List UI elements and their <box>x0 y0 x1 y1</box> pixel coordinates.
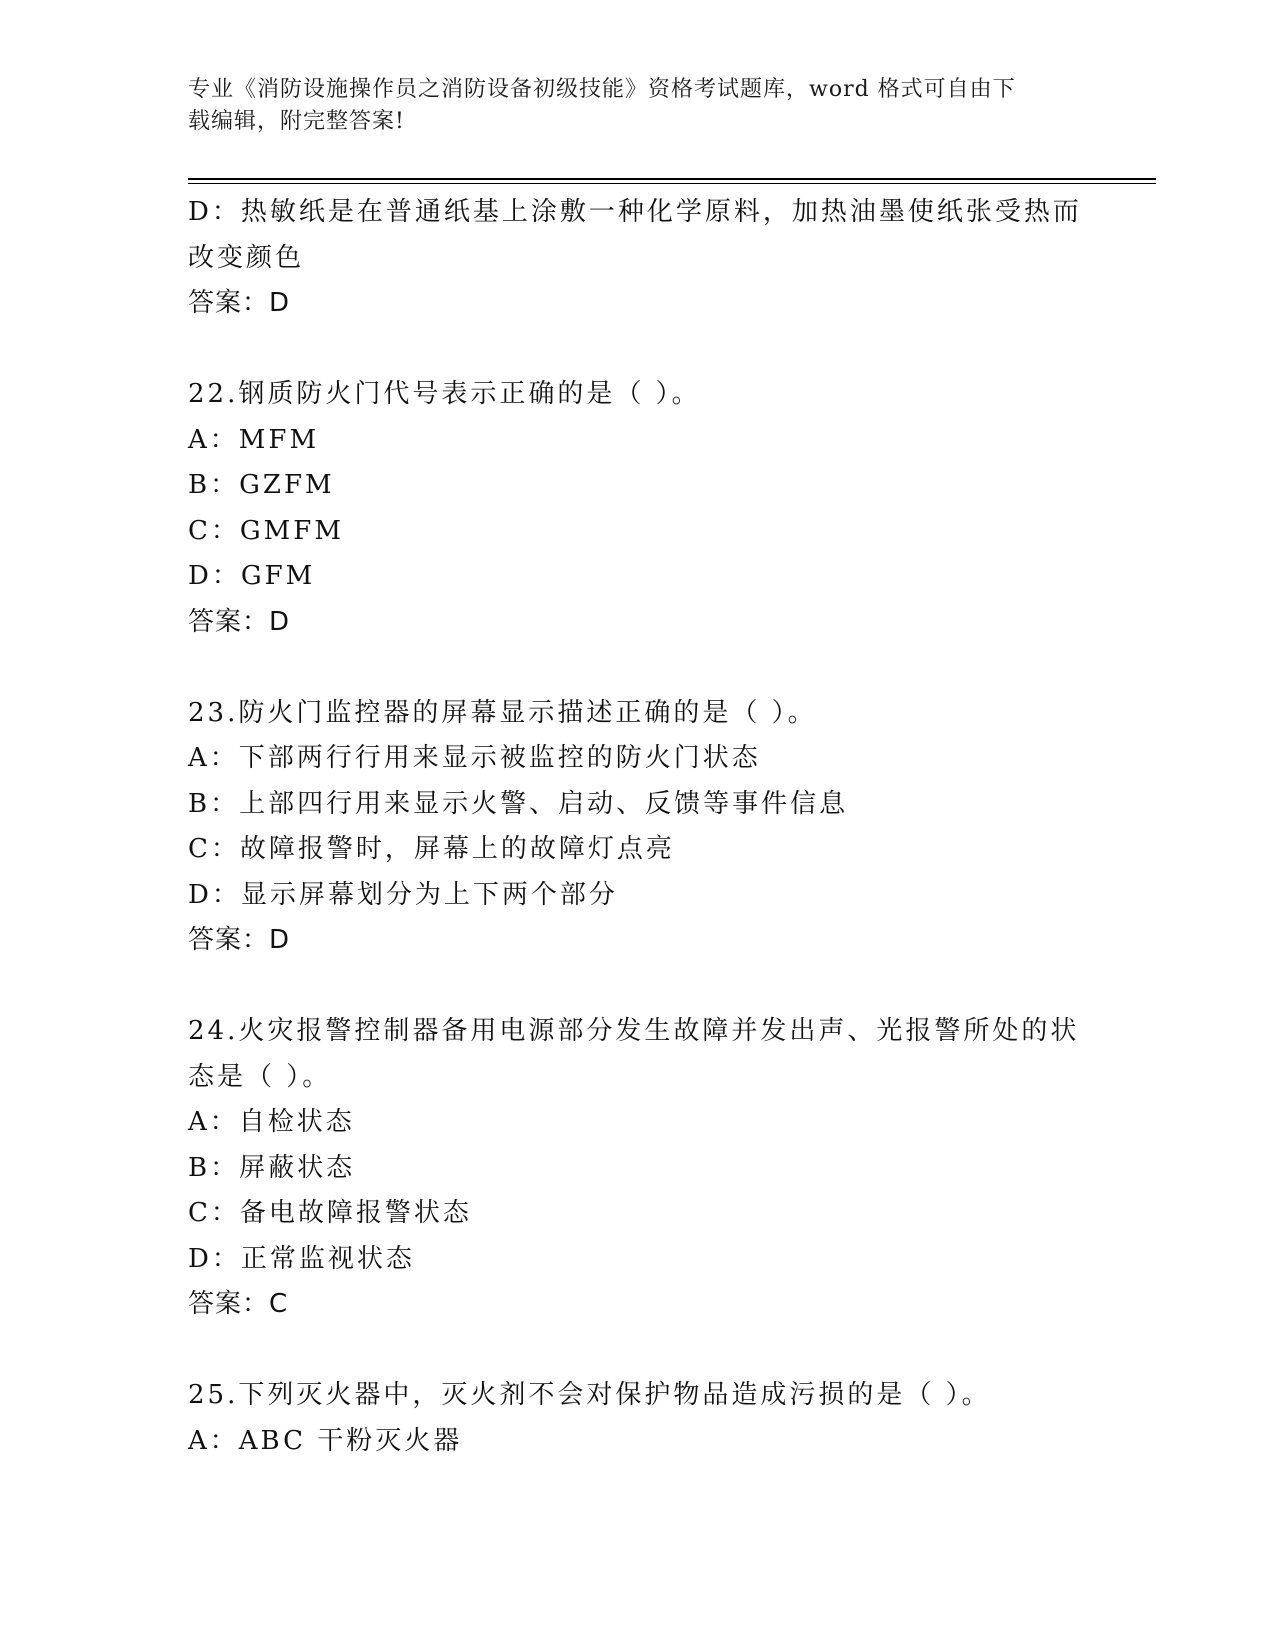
spacer <box>188 327 1088 373</box>
option-b: B：上部四行用来显示火警、启动、反馈等事件信息 <box>188 788 849 819</box>
question-content <box>188 190 1088 1464</box>
answer-line: 答案：C <box>188 1289 289 1319</box>
option-c: C：备电故障报警状态 <box>188 1198 472 1228</box>
option-c: C：GMFM <box>188 515 344 546</box>
header-rule-thin <box>188 183 1156 184</box>
option-d: D：GFM <box>188 561 316 591</box>
spacer <box>188 964 1088 1010</box>
option-b: B：GZFM <box>188 470 335 500</box>
option-a: A：ABC 干粉灭火器 <box>188 1425 463 1456</box>
option-a: A：自检状态 <box>188 1107 355 1137</box>
option-d-line-1: D：热敏纸是在普通纸基上涂敷一种化学原料，加热油墨使纸张受热而 <box>188 197 1082 227</box>
answer-line: 答案：D <box>188 606 291 637</box>
option-d: D：显示屏幕划分为上下两个部分 <box>188 879 618 910</box>
header-rule-thick <box>188 178 1156 180</box>
spacer <box>188 645 1088 691</box>
header-line-1: 专业《消防设施操作员之消防设备初级技能》资格考试题库，word 格式可自由下 <box>188 77 1016 102</box>
spacer <box>188 1328 1088 1374</box>
question-stem-line-2: 态是（ ）。 <box>188 1061 332 1092</box>
answer-line: 答案：D <box>188 925 291 955</box>
question-25 <box>188 1373 1088 1464</box>
option-a: A：下部两行行用来显示被监控的防火门状态 <box>188 743 761 773</box>
option-c: C：故障报警时，屏幕上的故障灯点亮 <box>188 834 675 864</box>
option-d: D：正常监视状态 <box>188 1243 415 1274</box>
header-line-2: 载编辑，附完整答案! <box>188 109 405 134</box>
option-b: B：屏蔽状态 <box>188 1152 356 1183</box>
continued-question <box>188 190 1088 327</box>
question-stem: 22.钢质防火门代号表示正确的是（ ）。 <box>188 379 701 409</box>
question-stem-line-1: 24.火灾报警控制器备用电源部分发生故障并发出声、光报警所处的状 <box>188 1016 1080 1046</box>
document-header <box>188 74 1068 138</box>
answer-line: 答案：D <box>188 288 291 318</box>
option-d-line-2: 改变颜色 <box>188 242 305 273</box>
question-stem: 23.防火门监控器的屏幕显示描述正确的是（ ）。 <box>188 697 817 728</box>
question-24 <box>188 1009 1088 1328</box>
question-23 <box>188 691 1088 964</box>
question-22 <box>188 372 1088 645</box>
question-stem: 25.下列灭火器中，灭火剂不会对保护物品造成污损的是（ ）。 <box>188 1380 991 1410</box>
option-a: A：MFM <box>188 424 320 455</box>
